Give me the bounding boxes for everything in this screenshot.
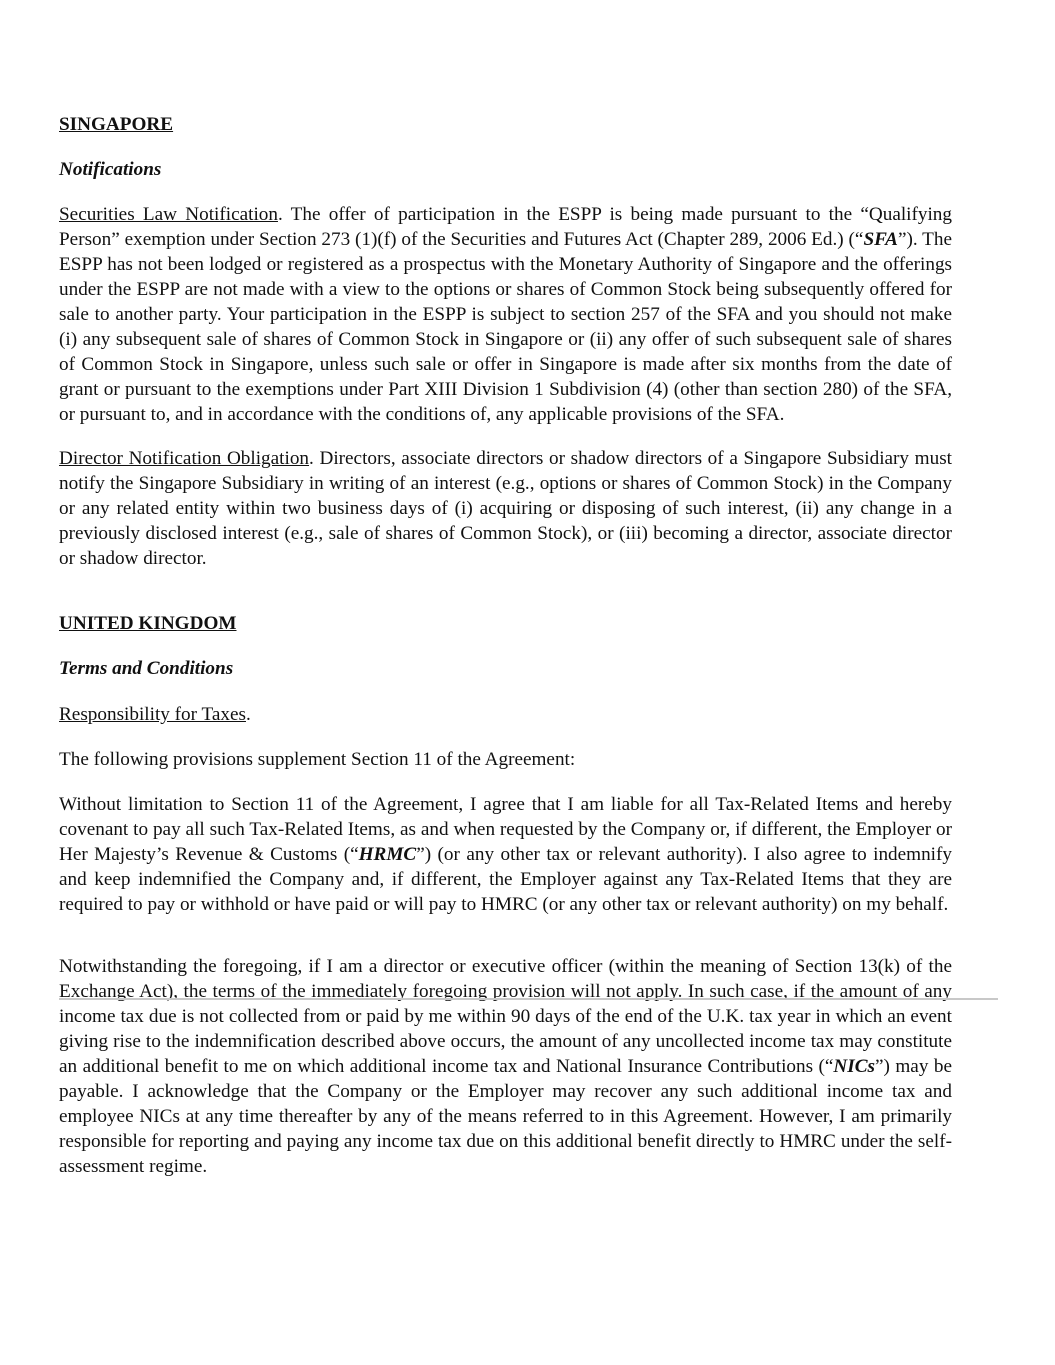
- paragraph-director-notification-obligation: [59, 446, 952, 571]
- horizontal-rule-divider: [59, 998, 998, 1000]
- paragraph-securities-law-notification: [59, 202, 952, 427]
- defined-term-sfa: SFA: [863, 229, 898, 250]
- director-notification-text: . Directors, associate directors or shadow directors of a Singapore Subsidiary must notify the Singapore Subsidiary in writing of an interest (e.g., options or shares of Common Stock) in the Company or any related entity within two business days of (i) acquiring or disposing of such interest, (ii) any change in a previously disclosed interest (e.g., sale of shares of Common Stock), or (iii) becoming a director, associate director or shadow director.: [59, 448, 952, 569]
- subheading-notifications: Notifications: [59, 159, 162, 180]
- paragraph-supplement: The following provisions supplement Section 11 of the Agreement:: [59, 749, 576, 770]
- responsibility-for-taxes-title: Responsibility for Taxes: [59, 704, 246, 725]
- securities-text-part-2: ”). The ESPP has not been lodged or registered as a prospectus with the Monetary Authority of Singapore and the offerings under the ESPP are not made with a view to the options or shares of Common Stock being subsequently offered for sale to another party. Your participation in the ESPP is subject to section 257 of the SFA and you should not make (i) any subsequent sale of shares of Common Stock in Singapore or (ii) any offer of such subsequent sale of shares of Common Stock in Singapore, unless such sale or offer in Singapore is made after six months from the date of grant or pursuant to the exemptions under Part XIII Division 1 Subdivision (4) (other than section 280) of the SFA, or pursuant to, and in accordance with the conditions of, any applicable provisions of the SFA.: [59, 229, 953, 425]
- indemnity-text-part-1: Without limitation to Section 11 of the Agreement, I agree that I am liable for all Tax-Related Items and hereby covenant to pay all such Tax-Related Items, as and when requested by the Company or, if different, the Employer or Her Majesty’s Revenue & Customs (“: [59, 794, 952, 865]
- paragraph-indemnity: [59, 792, 952, 917]
- securities-text-part-1: . The offer of participation in the ESPP is being made pursuant to the “Qualifying Person” exemption under Section 273 (1)(f) of the Securities and Futures Act (Chapter 289, 2006 Ed.) (“: [59, 204, 952, 250]
- indemnity-text-part-2: ”) (or any other tax or relevant authority). I also agree to indemnify and keep indemnified the Company and, if different, the Employer against any Tax-Related Items that they are required to pay or withhold or have paid or will pay to HMRC (or any other tax or relevant authority) on my behalf.: [59, 844, 952, 915]
- taxes-title-period: .: [245, 704, 251, 725]
- paragraph-notwithstanding: [59, 954, 952, 1179]
- defined-term-nics: NICs: [833, 1056, 876, 1077]
- section-heading-united-kingdom: UNITED KINGDOM: [59, 613, 237, 634]
- document-page: [59, 112, 952, 1179]
- paragraph-responsibility-for-taxes: [59, 702, 952, 727]
- defined-term-hrmc: HRMC: [358, 844, 417, 865]
- notwithstanding-text-part-1: Notwithstanding the foregoing, if I am a director or executive officer (within the meaning of Section 13(k) of the Exchange Act), the terms of the immediately foregoing provision will not apply. In such case, if the amount of any income tax due is not collected from or paid by me within 90 days of the end of the U.K. tax year in which an event giving rise to the indemnification described above occurs, the amount of any uncollected income tax may constitute an additional benefit to me on which additional income tax and National Insurance Contributions (“: [59, 956, 952, 1077]
- subheading-terms-and-conditions: Terms and Conditions: [59, 658, 234, 679]
- securities-law-notification-title: Securities Law Notification: [59, 204, 278, 225]
- section-heading-singapore: SINGAPORE: [59, 114, 174, 135]
- notwithstanding-text-part-2: ”) may be payable. I acknowledge that the Company or the Employer may recover any such additional income tax and employee NICs at any time thereafter by any of the means referred to in this Agreement. However, I am primarily responsible for reporting and paying any income tax due on this additional benefit directly to HMRC under the self-assessment regime.: [59, 1056, 952, 1177]
- director-notification-title: Director Notification Obligation: [59, 448, 310, 469]
